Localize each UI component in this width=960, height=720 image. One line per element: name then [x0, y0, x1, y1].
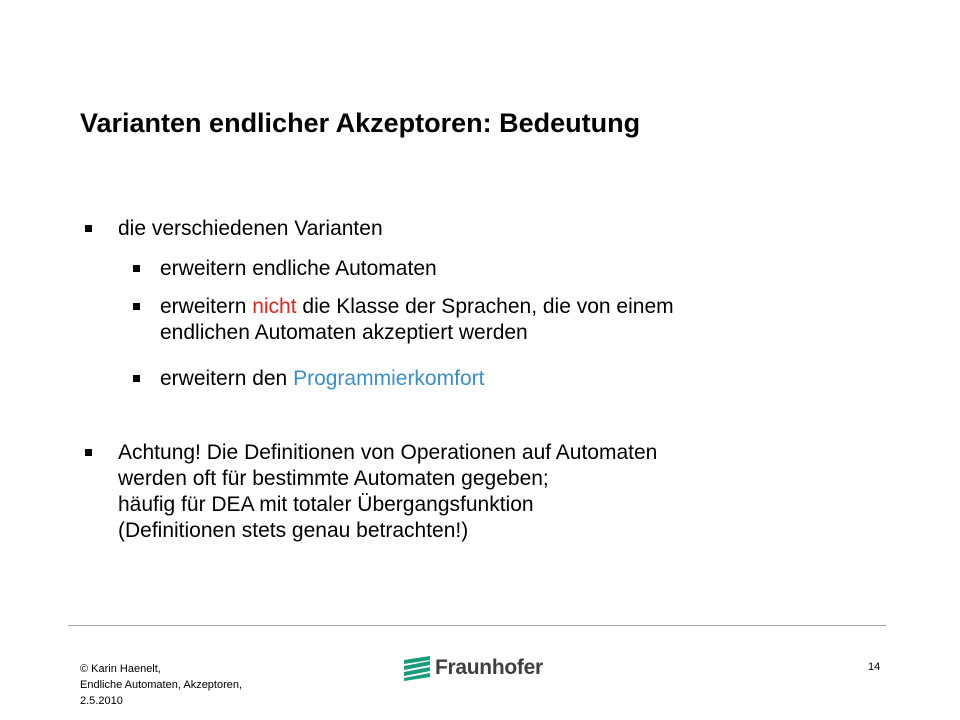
bullet-1-2-post: die Klasse der Sprachen, die von einem: [296, 295, 674, 318]
bullet-2-line1: Achtung! Die Definitionen von Operationen auf Automaten: [118, 441, 658, 464]
bullet-1-2-highlight: nicht: [252, 295, 297, 318]
footer-course: Endliche Automaten, Akzeptoren,: [80, 679, 243, 691]
bullet-marker: [133, 265, 140, 272]
bullet-marker: [85, 225, 92, 232]
bullet-2-line2: werden oft für bestimmte Automaten gegeben;: [118, 467, 549, 490]
fraunhofer-logo-text: Fraunhofer: [435, 656, 543, 679]
fraunhofer-logo-icon: [403, 655, 433, 681]
slide-title: Varianten endlicher Akzeptoren: Bedeutung: [80, 108, 641, 138]
bullet-1-3-highlight: Programmierkomfort: [293, 367, 485, 390]
footer-author: © Karin Haenelt,: [80, 663, 161, 675]
footer-date: 2.5.2010: [80, 695, 123, 707]
bullet-2-line3: häufig für DEA mit totaler Übergangsfunktion: [118, 493, 534, 516]
bullet-1-3: [160, 366, 484, 392]
bullet-1-2: [160, 294, 674, 320]
bullet-marker: [133, 303, 140, 310]
bullet-1: die verschiedenen Varianten: [118, 217, 383, 240]
bullet-2-line4: (Definitionen stets genau betrachten!): [118, 519, 469, 542]
bullet-1-2-pre: erweitern: [160, 295, 253, 318]
footer-divider: [68, 625, 886, 626]
fraunhofer-logo: [403, 655, 543, 683]
bullet-marker: [133, 375, 140, 382]
page-number: 14: [868, 661, 881, 673]
bullet-1-3-pre: erweitern den: [160, 367, 294, 390]
bullet-marker: [85, 449, 92, 456]
bullet-1-2-line2: endlichen Automaten akzeptiert werden: [160, 321, 528, 344]
bullet-1-1: erweitern endliche Automaten: [160, 257, 437, 280]
footer-credits: [80, 661, 310, 709]
